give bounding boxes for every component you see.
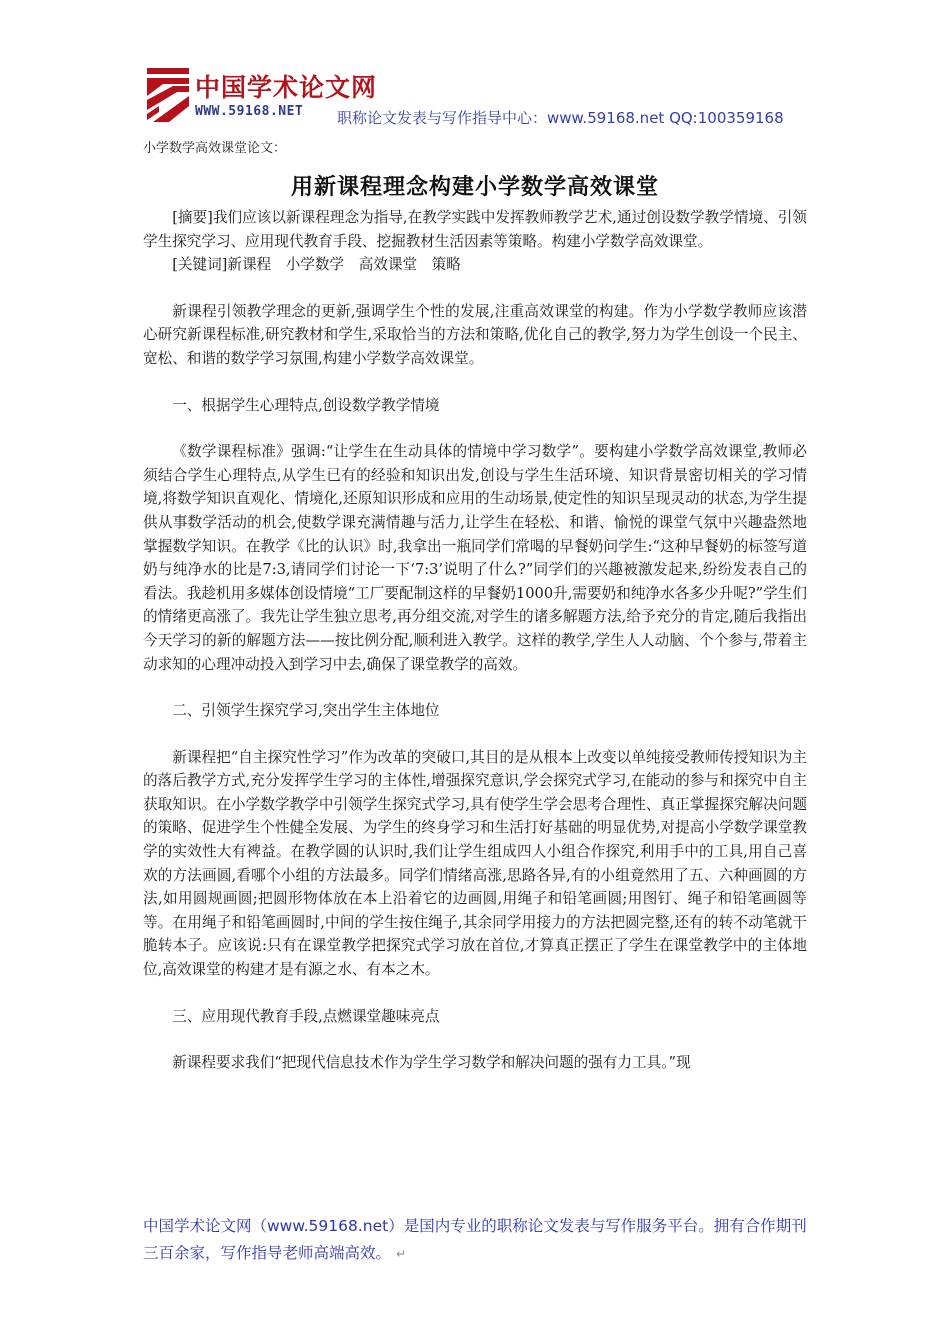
section-heading: 三、应用现代教育手段,点燃课堂趣味亮点 [172, 1007, 440, 1025]
section-paragraph: 新课程要求我们“把现代信息技术作为学生学习数学和解决问题的强有力工具。”现 [172, 1054, 691, 1072]
return-mark-icon: ↵ [395, 1247, 407, 1261]
abstract-paragraph: [摘要]我们应该以新课程理念为指导,在教学实践中发挥教师教学艺术,通过创设数学教学情境、引领学生探究学习、应用现代教育手段、挖掘教材生活因素等策略。构建小学数学高效课堂。 [143, 209, 807, 250]
section-heading: 二、引领学生探究学习,突出学生主体地位 [172, 702, 440, 720]
logo-url: WWW.59168.NET [195, 104, 304, 119]
keywords-line: [关键词]新课程 小学数学 高效课堂 策略 [172, 256, 461, 274]
intro-paragraph: 新课程引领教学理念的更新,强调学生个性的发展,注重高效课堂的构建。作为小学数学教师应该潜心研究新课程标准,研究教材和学生,采取恰当的方法和策略,优化自己的教学,努力为学生创设一个民主、宽松、和谐的数学学习氛围,构建小学数学高效课堂。 [143, 302, 807, 367]
article-body [143, 206, 807, 1075]
footer-text: 中国学术论文网（www.59168.net）是国内专业的职称论文发表与写作服务平台。拥有合作期刊三百余家，写作指导老师高端高效。 [143, 1217, 807, 1262]
header-tagline[interactable]: 职称论文发表与写作指导中心：www.59168.net QQ:100359168 [337, 109, 784, 127]
document-label: 小学数学高效课堂论文： [143, 141, 287, 156]
logo-title: 中国学术论文网 [195, 73, 378, 102]
section-paragraph: 新课程把“自主探究性学习”作为改革的突破口,其目的是从根本上改变以单纯接受教师传授知识为主的落后教学方式,充分发挥学生学习的主体性,增强探究意识,学会探究式学习,在能动的参与和探究中自主获取知识。在小学数学教学中引领学生探究式学习,具有使学生学会思考合理性、真正掌握探究解决问题的策略、促进学生个性健全发展、为学生的终身学习和生活打好基础的明显优势,对提高小学数学课堂教学的实效性大有裨益。在教学圆的认识时,我们让学生组成四人小组合作探究,利用手中的工具,用自己喜欢的方法画圆,看哪个小组的方法最多。同学们情绪高涨,思路各异,有的小组竟然用了五、六种画圆的方法,如用圆规画圆;把圆形物体放在本上沿着它的边画圆,用绳子和铅笔画圆;用图钉、绳子和铅笔画圆等等。在用绳子和铅笔画圆时,中间的学生按住绳子,其余同学用接力的方法把圆完整,还有的转不动笔就干脆转本子。应该说:只有在课堂教学把探究式学习放在首位,才算真正摆正了学生在课堂教学中的主体地位,高效课堂的构建才是有源之水、有本之木。 [143, 748, 807, 979]
section-paragraph: 《数学课程标准》强调:“让学生在生动具体的情境中学习数学”。要构建小学数学高效课堂,教师必须结合学生心理特点,从学生已有的经验和知识出发,创设与学生生活环境、知识背景密切相关的学习情境,将数学知识直观化、情境化,还原知识形成和应用的生动场景,使定性的知识呈现灵动的状态,为学生提供从事数学活动的机会,使数学课充满情趣与活力,让学生在轻松、和谐、愉悦的课堂气氛中兴趣盎然地掌握数学知识。在教学《比的认识》时,我拿出一瓶同学们常喝的早餐奶问学生:“这种早餐奶的标签写道奶与纯净水的比是7:3,请同学们讨论一下‘7:3’说明了什么?”同学们的兴趣被激发起来,纷纷发表自己的看法。我趁机用多媒体创设情境“工厂要配制这样的早餐奶1000升,需要奶和纯净水各多少升呢?”学生们的情绪更高涨了。我先让学生独立思考,再分组交流,对学生的诸多解题方法,给予充分的肯定,随后我指出今天学习的新的解题方法——按比例分配,顺利进入教学。这样的教学,学生人人动脑、个个参与,带着主动求知的心理冲动投入到学习中去,确保了课堂教学的高效。 [143, 443, 807, 673]
section-heading: 一、根据学生心理特点,创设数学教学情境 [172, 396, 440, 414]
header [143, 66, 843, 136]
logo-stripes-icon [143, 66, 191, 124]
site-logo[interactable] [143, 66, 378, 126]
footer-promo[interactable] [143, 1213, 813, 1268]
article-title: 用新课程理念构建小学数学高效课堂 [290, 175, 659, 200]
